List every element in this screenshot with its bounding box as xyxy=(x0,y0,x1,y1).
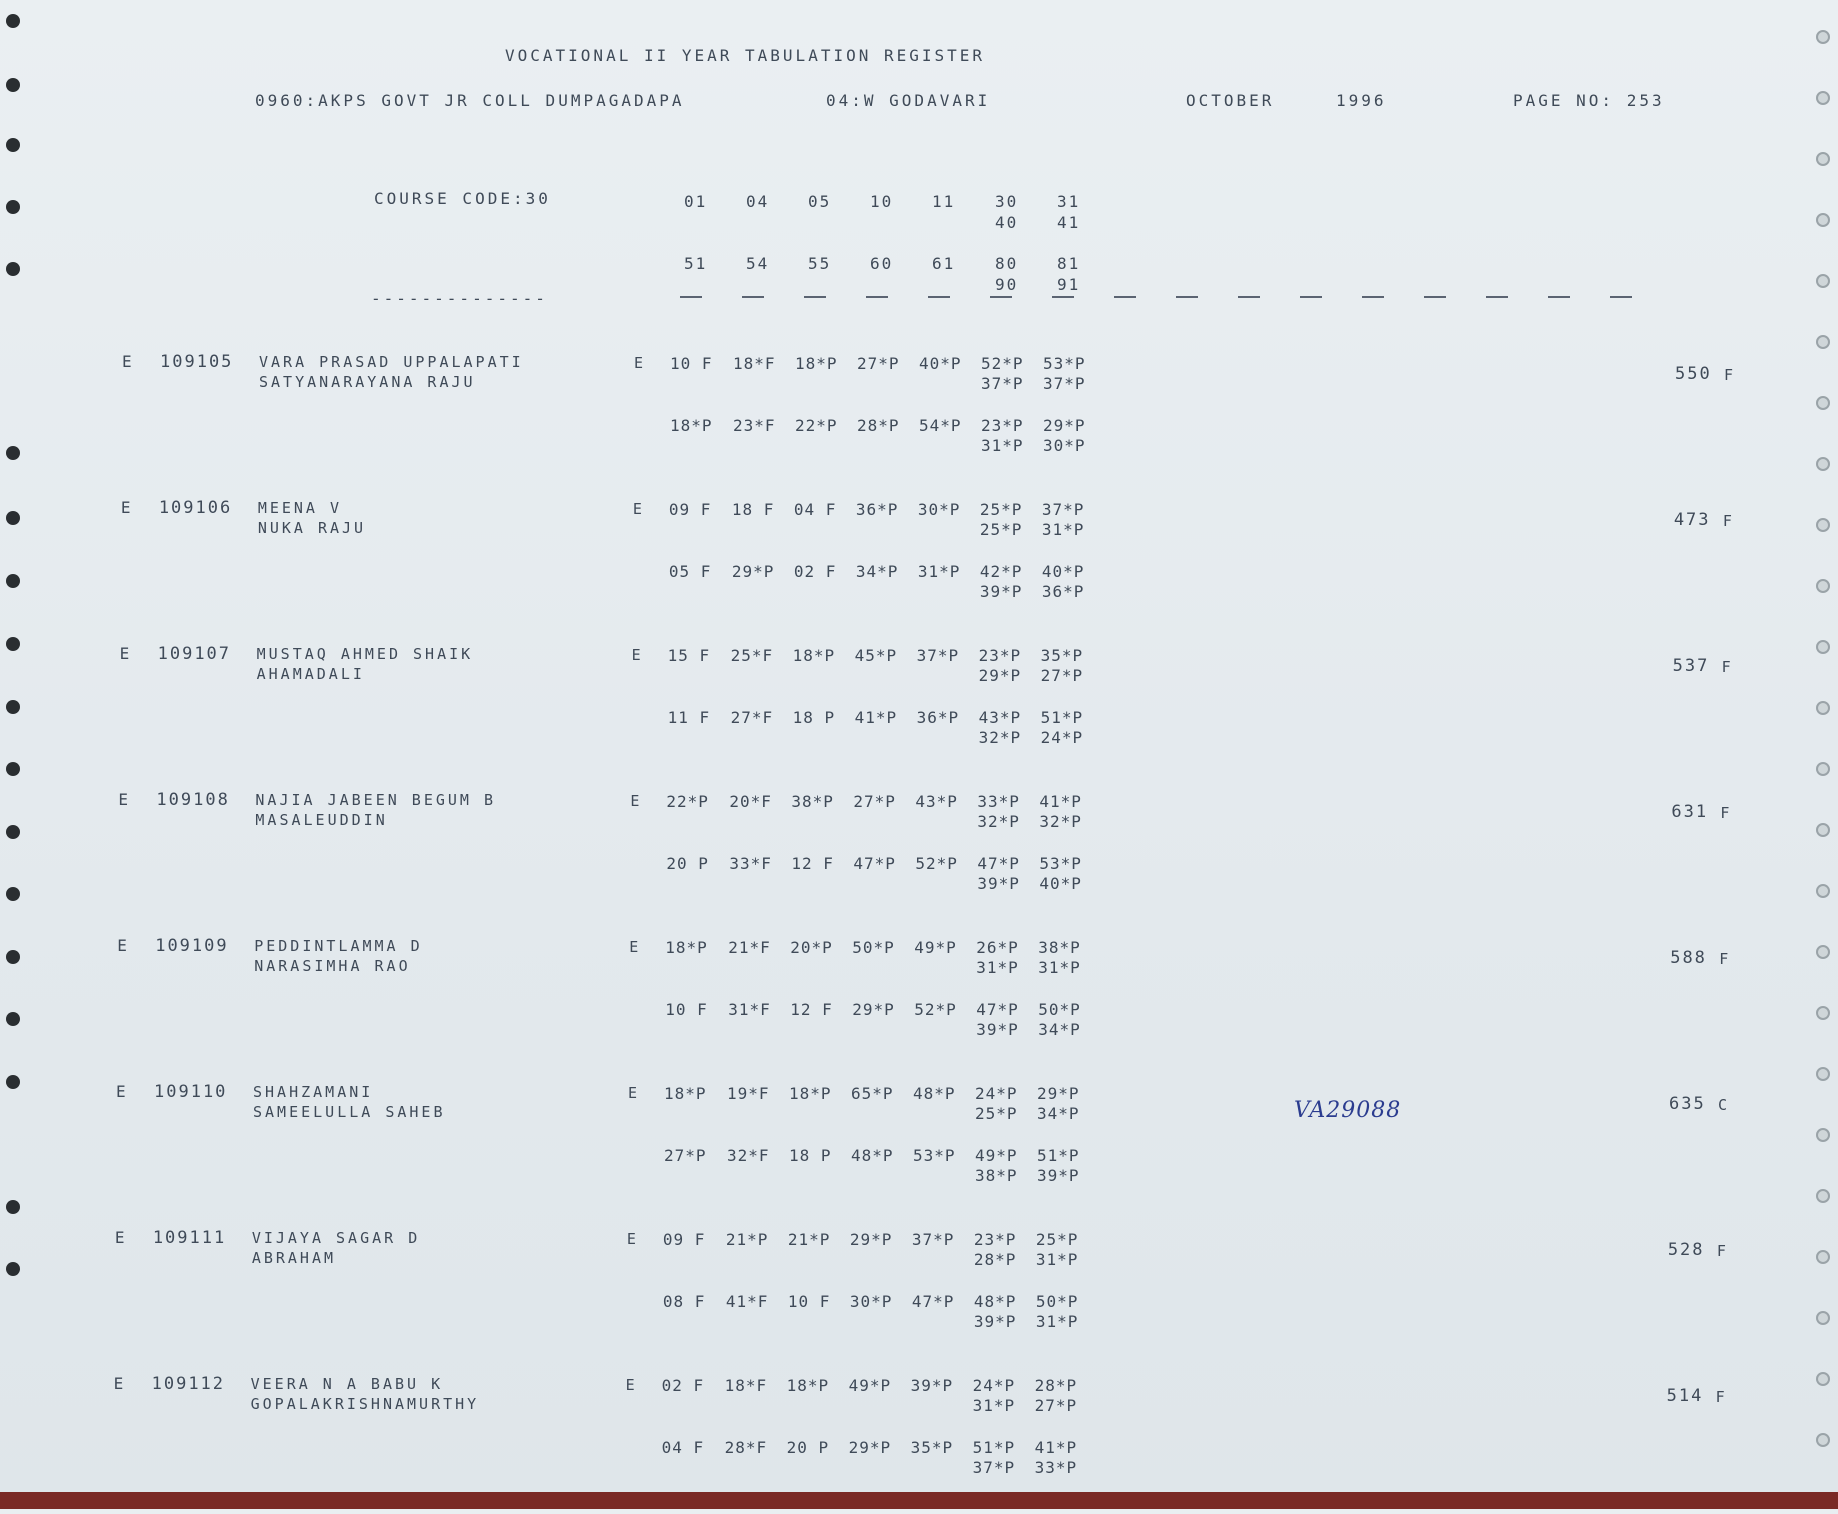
dash-mark xyxy=(1114,296,1136,298)
mark-cell: 50*P xyxy=(1035,1292,1079,1311)
mark-cell: 47*P xyxy=(853,854,896,873)
mark-cell: 39*P xyxy=(1037,1166,1080,1185)
exam-type: E xyxy=(631,646,641,664)
mark-cell: 37*P xyxy=(911,1230,955,1249)
subject-code: 81 xyxy=(1057,254,1081,273)
feed-hole xyxy=(1816,152,1830,166)
mark-cell: 18*P xyxy=(664,1084,707,1103)
mark-cell: 51*P xyxy=(1040,708,1084,727)
mark-cell: 39*P xyxy=(910,1376,954,1395)
subject-codes-row1 xyxy=(672,192,1092,236)
mark-cell: 38*P xyxy=(975,1166,1018,1185)
result-code: C xyxy=(1718,1096,1728,1114)
feed-hole xyxy=(6,200,20,214)
subject-code: 60 xyxy=(870,254,894,273)
mark-cell: 43*P xyxy=(978,708,1022,727)
mark-cell: 35*P xyxy=(1040,646,1084,665)
mark-cell: 27*F xyxy=(730,708,774,727)
father-name: SATYANARAYANA RAJU xyxy=(259,373,476,391)
mark-cell: 25*P xyxy=(1035,1230,1079,1249)
total-marks: 537 xyxy=(1672,656,1710,676)
dash-mark xyxy=(1052,296,1074,298)
dash-mark xyxy=(742,296,764,298)
mark-cell: 18*F xyxy=(724,1376,768,1395)
roll-number: 109111 xyxy=(152,1228,227,1248)
result-code: F xyxy=(1719,950,1729,968)
subject-code: 04 xyxy=(746,192,770,211)
mark-cell: 34*P xyxy=(855,562,899,581)
mark-cell: 48*P xyxy=(851,1146,894,1165)
mark-cell: 37*P xyxy=(981,374,1024,393)
mark-cell: 42*P xyxy=(979,562,1023,581)
candidate-name: VIJAYA SAGAR D xyxy=(251,1229,421,1247)
mark-cell: 24*P xyxy=(1040,728,1084,747)
exam-month: OCTOBER xyxy=(1186,91,1275,110)
mark-cell: 40*P xyxy=(1039,874,1082,893)
result-code: F xyxy=(1715,1388,1725,1406)
mark-cell: 40*P xyxy=(1041,562,1085,581)
total-marks: 588 xyxy=(1670,948,1707,968)
mark-cell: 31*F xyxy=(728,1000,771,1019)
mark-cell: 29*P xyxy=(1037,1084,1080,1103)
mark-cell: 50*P xyxy=(852,938,895,957)
subject-code: 54 xyxy=(746,254,770,273)
mark-cell: 41*P xyxy=(1039,792,1082,811)
exam-type: E xyxy=(632,500,642,518)
mark-cell: 09 F xyxy=(662,1230,706,1249)
mark-cell: 37*P xyxy=(972,1458,1016,1477)
feed-hole xyxy=(6,138,20,152)
mark-cell: 31*P xyxy=(917,562,961,581)
subject-code: 61 xyxy=(932,254,956,273)
mark-cell: 47*P xyxy=(976,1000,1019,1019)
mark-cell: 25*P xyxy=(979,520,1023,539)
mark-cell: 09 F xyxy=(668,500,712,519)
mark-cell: 39*P xyxy=(976,1020,1019,1039)
exam-type: E xyxy=(626,1230,636,1248)
mark-cell: 11 F xyxy=(667,708,711,727)
father-name: GOPALAKRISHNAMURTHY xyxy=(250,1395,480,1413)
mark-cell: 05 F xyxy=(668,562,712,581)
mark-cell: 65*P xyxy=(851,1084,894,1103)
candidate-name: PEDDINTLAMMA D xyxy=(254,937,423,955)
mark-cell: 18*P xyxy=(795,354,838,373)
mark-cell: 23*P xyxy=(973,1230,1017,1249)
mark-cell: 33*P xyxy=(1034,1458,1078,1477)
mark-cell: 10 F xyxy=(670,354,713,373)
roll-number: 109107 xyxy=(157,644,232,664)
mark-cell: 28*P xyxy=(1034,1376,1078,1395)
mark-cell: 18*F xyxy=(733,354,776,373)
mark-cell: 20*F xyxy=(729,792,772,811)
exam-year: 1996 xyxy=(1336,91,1387,110)
mark-cell: 50*P xyxy=(1038,1000,1081,1019)
page-number: PAGE NO: 253 xyxy=(1513,91,1665,110)
total-marks: 528 xyxy=(1667,1240,1705,1260)
mark-cell: 32*P xyxy=(977,812,1020,831)
student-record xyxy=(0,1228,1831,1368)
mark-cell: 38*P xyxy=(791,792,834,811)
father-name: NUKA RAJU xyxy=(257,519,367,537)
register-title: VOCATIONAL II YEAR TABULATION REGISTER xyxy=(505,46,986,65)
father-name: SAMEELULLA SAHEB xyxy=(253,1103,446,1121)
mark-cell: 25*F xyxy=(730,646,774,665)
roll-number: 109105 xyxy=(160,352,234,372)
college-name: 0960:AKPS GOVT JR COLL DUMPAGADAPA xyxy=(255,91,685,110)
exam-type: E xyxy=(629,938,639,956)
mark-cell: 12 F xyxy=(791,854,834,873)
mark-cell: 52*P xyxy=(914,1000,957,1019)
mark-cell: 54*P xyxy=(919,416,962,435)
mark-cell: 20 P xyxy=(786,1438,830,1457)
subject-code: 30 xyxy=(995,192,1019,211)
mark-cell: 37*P xyxy=(916,646,960,665)
mark-cell: 47*P xyxy=(911,1292,955,1311)
mark-cell: 53*P xyxy=(1039,854,1082,873)
subject-code: 41 xyxy=(1057,213,1081,232)
total-marks: 473 xyxy=(1673,510,1711,530)
mark-cell: 19*F xyxy=(727,1084,770,1103)
mark-cell: 36*P xyxy=(916,708,960,727)
mark-cell: 39*P xyxy=(973,1312,1017,1331)
dash-mark xyxy=(1424,296,1446,298)
mark-cell: 38*P xyxy=(1038,938,1081,957)
mark-cell: 52*P xyxy=(915,854,958,873)
candidate-type: E xyxy=(113,1374,124,1393)
total-marks: 635 xyxy=(1669,1094,1706,1114)
result-code: F xyxy=(1722,512,1732,530)
student-record xyxy=(0,352,1838,492)
subject-code: 55 xyxy=(808,254,832,273)
mark-cell: 34*P xyxy=(1038,1020,1081,1039)
mark-cell: 26*P xyxy=(976,938,1019,957)
total-marks: 514 xyxy=(1666,1386,1704,1406)
subject-code: 40 xyxy=(995,213,1019,232)
feed-hole xyxy=(6,14,20,28)
mark-cell: 35*P xyxy=(910,1438,954,1457)
subject-code: 51 xyxy=(684,254,708,273)
subject-code: 05 xyxy=(808,192,832,211)
mark-cell: 27*P xyxy=(853,792,896,811)
mark-cell: 25*P xyxy=(975,1104,1018,1123)
dash-mark xyxy=(866,296,888,298)
subject-code: 31 xyxy=(1057,192,1081,211)
course-code: COURSE CODE:30 xyxy=(374,189,551,208)
mark-cell: 33*P xyxy=(977,792,1020,811)
mark-cell: 30*P xyxy=(849,1292,893,1311)
mark-cell: 28*F xyxy=(724,1438,768,1457)
mark-cell: 04 F xyxy=(661,1438,705,1457)
candidate-type: E xyxy=(117,936,127,955)
mark-cell: 47*P xyxy=(977,854,1020,873)
student-record xyxy=(0,936,1833,1076)
mark-cell: 21*P xyxy=(787,1230,831,1249)
mark-cell: 08 F xyxy=(662,1292,706,1311)
feed-hole xyxy=(1816,335,1830,349)
student-record xyxy=(0,790,1834,930)
handwritten-note: VA29088 xyxy=(1294,1098,1402,1123)
candidate-name: MUSTAQ AHMED SHAIK xyxy=(256,645,474,663)
mark-cell: 27*P xyxy=(1040,666,1084,685)
mark-cell: 22*P xyxy=(795,416,838,435)
mark-cell: 37*P xyxy=(1041,500,1085,519)
result-code: F xyxy=(1716,1242,1726,1260)
mark-cell: 53*P xyxy=(1043,354,1086,373)
mark-cell: 37*P xyxy=(1043,374,1086,393)
candidate-name: MEENA V xyxy=(257,499,343,517)
mark-cell: 24*P xyxy=(975,1084,1018,1103)
mark-cell: 18*P xyxy=(789,1084,832,1103)
mark-cell: 21*F xyxy=(728,938,771,957)
exam-type: E xyxy=(630,792,640,810)
roll-number: 109112 xyxy=(151,1374,226,1394)
mark-cell: 30*P xyxy=(1043,436,1086,455)
candidate-type: E xyxy=(120,498,131,517)
mark-cell: 23*P xyxy=(981,416,1024,435)
roll-number: 109108 xyxy=(156,790,230,810)
mark-cell: 40*P xyxy=(919,354,962,373)
mark-cell: 48*P xyxy=(973,1292,1017,1311)
mark-cell: 18*P xyxy=(792,646,836,665)
student-record xyxy=(0,1082,1832,1222)
dash-mark xyxy=(1548,296,1570,298)
roll-number: 109106 xyxy=(158,498,233,518)
mark-cell: 18 P xyxy=(789,1146,832,1165)
mark-cell: 23*F xyxy=(733,416,776,435)
feed-hole xyxy=(6,262,20,276)
dash-mark xyxy=(1238,296,1260,298)
feed-hole xyxy=(1816,91,1830,105)
subject-code: 11 xyxy=(932,192,956,211)
mark-cell: 34*P xyxy=(1037,1104,1080,1123)
candidate-name: NAJIA JABEEN BEGUM B xyxy=(255,791,497,809)
mark-cell: 33*F xyxy=(729,854,772,873)
father-name: MASALEUDDIN xyxy=(255,811,388,829)
exam-type: E xyxy=(628,1084,638,1102)
mark-cell: 20 P xyxy=(666,854,709,873)
exam-type: E xyxy=(634,354,644,372)
mark-cell: 22*P xyxy=(666,792,709,811)
result-code: F xyxy=(1724,366,1734,384)
dash-mark xyxy=(804,296,826,298)
mark-cell: 32*F xyxy=(727,1146,770,1165)
mark-cell: 25*P xyxy=(979,500,1023,519)
mark-cell: 28*P xyxy=(973,1250,1017,1269)
mark-cell: 27*P xyxy=(664,1146,707,1165)
paper-bottom-edge xyxy=(0,1492,1838,1509)
dash-mark xyxy=(990,296,1012,298)
mark-cell: 18*P xyxy=(786,1376,830,1395)
mark-cell: 28*P xyxy=(857,416,900,435)
mark-cell: 31*P xyxy=(1035,1312,1079,1331)
mark-cell: 10 F xyxy=(787,1292,831,1311)
mark-cell: 18 F xyxy=(731,500,775,519)
mark-cell: 29*P xyxy=(978,666,1022,685)
mark-cell: 29*P xyxy=(731,562,775,581)
mark-cell: 04 F xyxy=(793,500,837,519)
header-dashes: -------------- xyxy=(371,289,548,308)
mark-cell: 12 F xyxy=(790,1000,833,1019)
candidate-type: E xyxy=(116,1082,126,1101)
mark-cell: 48*P xyxy=(913,1084,956,1103)
feed-hole xyxy=(1816,213,1830,227)
district-name: 04:W GODAVARI xyxy=(826,91,991,110)
mark-cell: 02 F xyxy=(793,562,837,581)
candidate-name: SHAHZAMANI xyxy=(253,1083,374,1101)
subject-code: 90 xyxy=(995,275,1019,294)
dash-mark xyxy=(1362,296,1384,298)
mark-cell: 23*P xyxy=(978,646,1022,665)
mark-cell: 18*P xyxy=(665,938,708,957)
feed-hole xyxy=(6,78,20,92)
candidate-type: E xyxy=(122,352,132,371)
dash-mark xyxy=(1300,296,1322,298)
mark-cell: 41*P xyxy=(854,708,898,727)
dash-mark xyxy=(680,296,702,298)
result-code: F xyxy=(1721,658,1731,676)
candidate-name: VEERA N A BABU K xyxy=(250,1375,444,1393)
dash-mark xyxy=(1176,296,1198,298)
mark-cell: 31*P xyxy=(972,1396,1016,1415)
candidate-type: E xyxy=(119,644,130,663)
mark-cell: 51*P xyxy=(1037,1146,1080,1165)
feed-hole xyxy=(1816,274,1830,288)
dash-mark xyxy=(928,296,950,298)
subject-code: 91 xyxy=(1057,275,1081,294)
feed-hole xyxy=(1816,30,1830,44)
subject-codes-row2 xyxy=(672,254,1092,298)
mark-cell: 36*P xyxy=(855,500,899,519)
dash-mark xyxy=(1610,296,1632,298)
mark-cell: 53*P xyxy=(913,1146,956,1165)
mark-cell: 02 F xyxy=(661,1376,705,1395)
roll-number: 109110 xyxy=(154,1082,228,1102)
mark-cell: 10 F xyxy=(665,1000,708,1019)
mark-cell: 52*P xyxy=(981,354,1024,373)
total-marks: 631 xyxy=(1671,802,1709,822)
result-code: F xyxy=(1720,804,1730,822)
mark-cell: 31*P xyxy=(1041,520,1085,539)
mark-cell: 24*P xyxy=(972,1376,1016,1395)
father-name: ABRAHAM xyxy=(251,1249,337,1267)
mark-cell: 36*P xyxy=(1041,582,1085,601)
exam-type: E xyxy=(625,1376,635,1394)
candidate-name: VARA PRASAD UPPALAPATI xyxy=(259,353,524,371)
subject-code: 01 xyxy=(684,192,708,211)
mark-cell: 15 F xyxy=(667,646,711,665)
subject-code: 80 xyxy=(995,254,1019,273)
mark-cell: 43*P xyxy=(915,792,958,811)
mark-cell: 21*P xyxy=(725,1230,769,1249)
column-dash-row xyxy=(680,296,1660,300)
mark-cell: 18*P xyxy=(670,416,713,435)
mark-cell: 31*P xyxy=(1035,1250,1079,1269)
student-record xyxy=(0,644,1836,784)
total-marks: 550 xyxy=(1675,364,1712,384)
mark-cell: 49*P xyxy=(975,1146,1018,1165)
mark-cell: 29*P xyxy=(1043,416,1086,435)
father-name: NARASIMHA RAO xyxy=(254,957,411,975)
student-record xyxy=(0,498,1837,638)
mark-cell: 27*P xyxy=(857,354,900,373)
mark-cell: 31*P xyxy=(976,958,1019,977)
mark-cell: 41*P xyxy=(1034,1438,1078,1457)
candidate-type: E xyxy=(118,790,129,809)
mark-cell: 41*F xyxy=(725,1292,769,1311)
mark-cell: 18 P xyxy=(792,708,836,727)
mark-cell: 31*P xyxy=(1038,958,1081,977)
mark-cell: 29*P xyxy=(852,1000,895,1019)
candidate-type: E xyxy=(114,1228,125,1247)
father-name: AHAMADALI xyxy=(256,665,365,683)
mark-cell: 51*P xyxy=(972,1438,1016,1457)
subject-code: 10 xyxy=(870,192,894,211)
mark-cell: 29*P xyxy=(849,1230,893,1249)
mark-cell: 45*P xyxy=(854,646,898,665)
mark-cell: 49*P xyxy=(914,938,957,957)
dash-mark xyxy=(1486,296,1508,298)
mark-cell: 39*P xyxy=(979,582,1023,601)
mark-cell: 32*P xyxy=(978,728,1022,747)
mark-cell: 29*P xyxy=(848,1438,892,1457)
mark-cell: 32*P xyxy=(1039,812,1082,831)
mark-cell: 30*P xyxy=(917,500,961,519)
mark-cell: 20*P xyxy=(790,938,833,957)
mark-cell: 49*P xyxy=(848,1376,892,1395)
mark-cell: 39*P xyxy=(977,874,1020,893)
mark-cell: 27*P xyxy=(1034,1396,1078,1415)
mark-cell: 31*P xyxy=(981,436,1024,455)
roll-number: 109109 xyxy=(155,936,229,956)
